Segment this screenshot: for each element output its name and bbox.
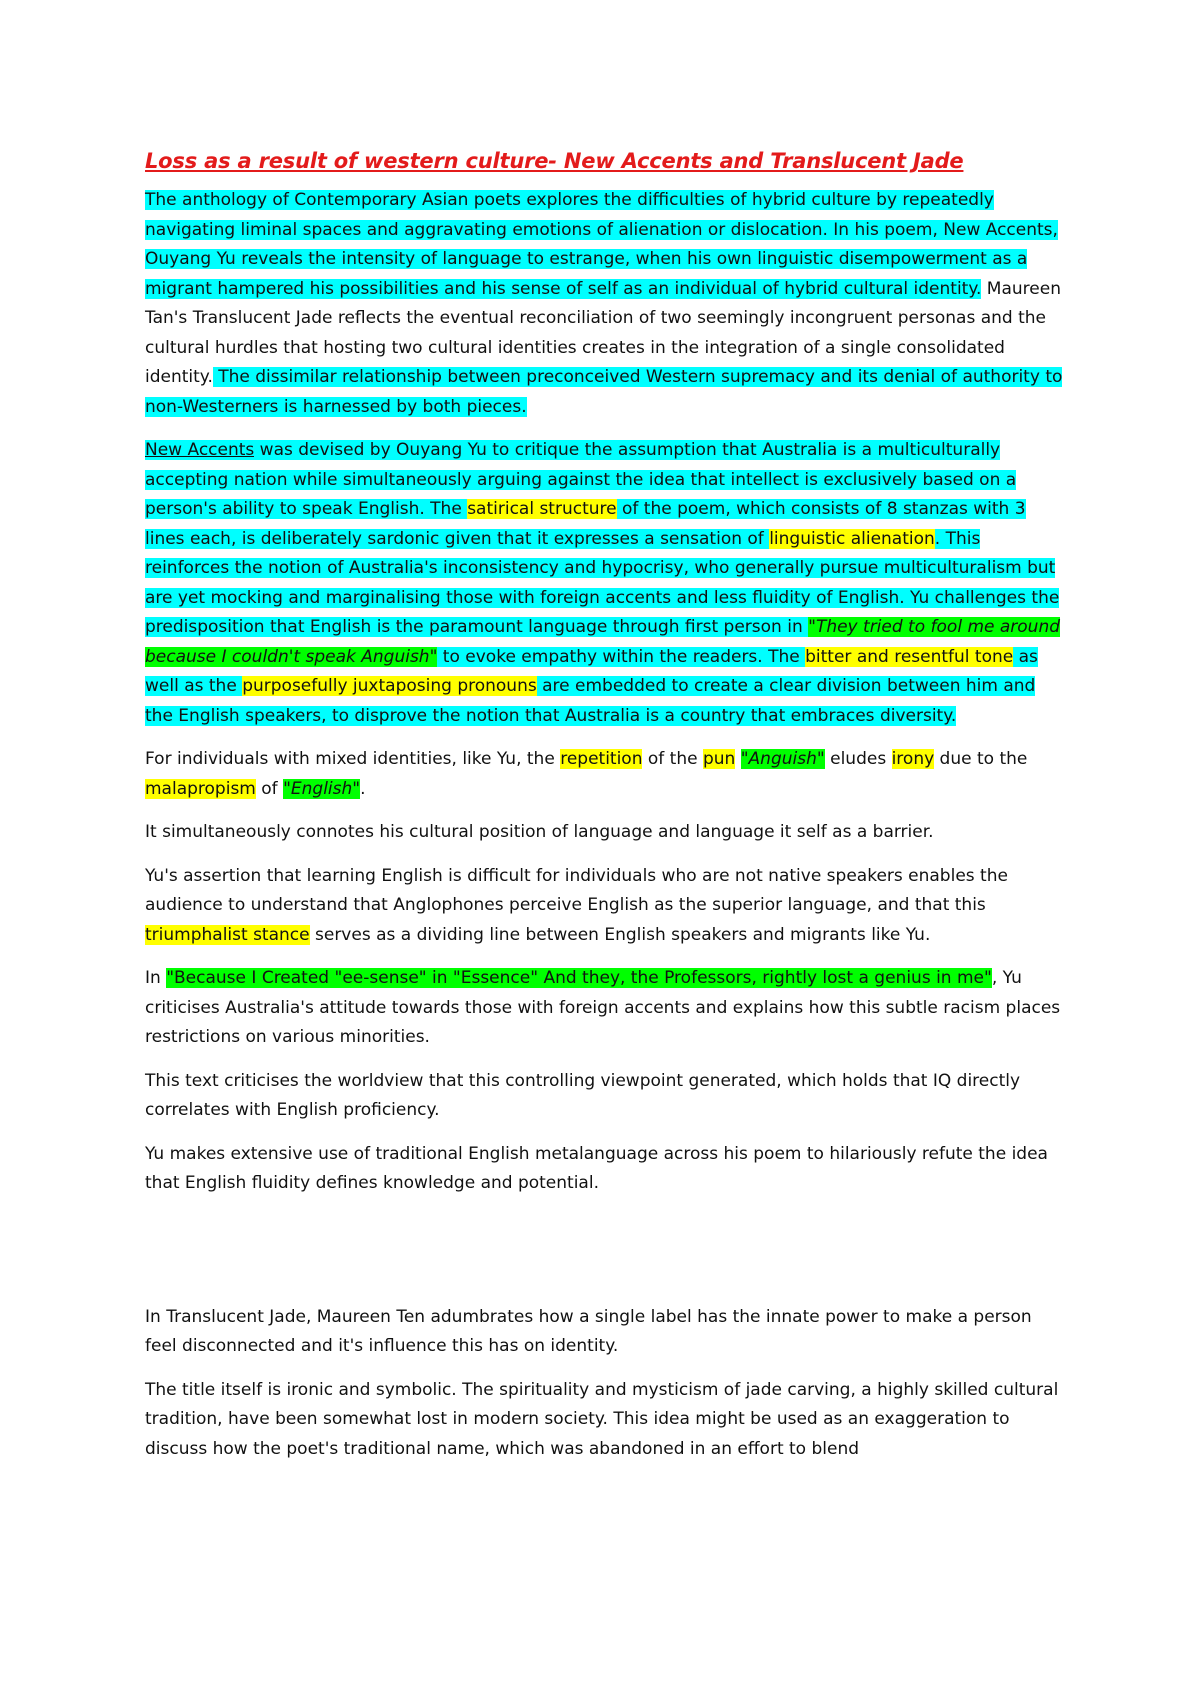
highlight-yellow: triumphalist stance [145, 924, 310, 945]
paragraph-because-i-created [145, 964, 1065, 1053]
highlight-cyan: Yu challenges the predisposition that English is the paramount language through first person in [145, 587, 1060, 637]
highlight-cyan: to evoke empathy within the readers. The [437, 646, 806, 667]
paragraph-new-accents [145, 436, 1065, 731]
plain-text: This text criticises the worldview that this controlling viewpoint generated, which holds that IQ directly correlates with English proficiency. [145, 1070, 1021, 1120]
plain-text: due to the [934, 749, 1028, 769]
document-body [145, 146, 1065, 1478]
plain-text: of the [642, 749, 703, 769]
highlight-yellow: malapropism [145, 778, 256, 799]
highlight-green-quote: "Anguish" [740, 749, 825, 769]
highlight-green-quote: "They tried to fool me around because I couldn't speak Anguish" [145, 617, 1061, 667]
highlight-cyan-underlined: New Accents [145, 440, 255, 460]
highlight-cyan: . This reinforces the notion of Australia's inconsistency and hypocrisy, who generally pursue multiculturalism but are yet mocking and marginalising those with foreign accents and less fluidity of English. [145, 528, 1056, 608]
highlight-cyan: The dissimilar relationship between preconceived Western supremacy and its denial of authority to non-Westerners is harnessed by both pieces. [145, 367, 1063, 417]
highlight-yellow: purposefully juxtaposing pronouns [242, 676, 537, 696]
highlight-cyan: was devised by Ouyang Yu to critique the assumption that Australia is a multiculturally accepting nation while simultaneously arguing against the idea that intellect is exclusively based on a person's ability to speak English. [145, 440, 1017, 519]
paragraph-title-ironic [145, 1376, 1065, 1465]
document-title: Loss as a result of western culture- New Accents and Translucent Jade [145, 149, 964, 173]
paragraph-worldview [145, 1067, 1065, 1126]
paragraph-translucent-jade [145, 1303, 1065, 1362]
blank-space [145, 1213, 1065, 1303]
plain-text: , Yu criticises Australia's attitude towards those with foreign accents and explains how this subtle racism places restrictions on various minorities. [145, 968, 1061, 1047]
paragraph-metalanguage [145, 1140, 1065, 1199]
plain-text: of [255, 778, 284, 799]
highlight-yellow: linguistic alienation [769, 528, 935, 549]
highlight-yellow: repetition [560, 749, 643, 769]
plain-text: Yu makes extensive use of traditional English metalanguage across his poem to hilariously refute the idea that English fluidity defines knowledge and potential. [145, 1143, 1048, 1193]
paragraph-mixed-identities [145, 745, 1065, 804]
plain-text: Maureen Tan's Translucent Jade reflects the eventual reconciliation of two seemingly incongruent personas and the cultural hurdles that hosting two cultural identities creates in the integration of a single consolidated identity. [145, 278, 1061, 387]
paragraph-intro [145, 186, 1065, 422]
plain-text: For individuals with mixed identities, like Yu, the [145, 749, 561, 769]
highlight-green-quote: "Because I Created "ee-sense" in "Essence" And they, the Professors, rightly lost a genius in me" [166, 968, 992, 988]
plain-text: serves as a dividing line between English speakers and migrants like Yu. [309, 924, 931, 945]
highlight-yellow: pun [702, 749, 736, 769]
paragraph-barrier [145, 818, 1065, 848]
plain-text: . [360, 778, 366, 799]
highlight-cyan: of the poem, which consists of 8 stanzas with 3 lines each, is deliberately sardonic given that it expresses a sensation of [145, 499, 1026, 549]
highlight-cyan: as well as the [145, 646, 1038, 696]
highlight-yellow: bitter and resentful tone [805, 646, 1014, 667]
highlight-cyan: In his poem, New Accents, Ouyang Yu reveals the intensity of language to estrange, when his own linguistic disempowerment as a migrant hampered his possibilities and his sense of self as an individual of hybrid cultural identity. [145, 219, 1058, 299]
plain-text: eludes [824, 749, 892, 769]
plain-text: It simultaneously connotes his cultural position of language and language it self as a barrier. [145, 822, 934, 842]
highlight-cyan: The [424, 499, 468, 519]
plain-text: In [145, 968, 167, 988]
highlight-yellow: irony [891, 749, 935, 769]
highlight-yellow: satirical structure [467, 499, 617, 519]
highlight-cyan: The anthology of Contemporary Asian poets explores the difficulties of hybrid culture by repeatedly navigating liminal spaces and aggravating emotions of alienation or dislocation. [145, 190, 994, 240]
paragraph-assertion [145, 862, 1065, 951]
highlight-cyan: are embedded to create a clear division between him and the English speakers, to disprove the notion that Australia is a country that embraces diversity. [145, 676, 1036, 726]
plain-text: Yu's assertion that learning English is difficult for individuals who are not native speakers enables the audience to understand that Anglophones perceive English as the superior language, and that this [145, 865, 1008, 915]
plain-text [735, 749, 740, 769]
plain-text: In Translucent Jade, Maureen Ten adumbrates how a single label has the innate power to make a person feel disconnected and it's influence this has on identity. [145, 1306, 1032, 1356]
plain-text: The title itself is ironic and symbolic. The spirituality and mysticism of jade carving, a highly skilled cultural tradition, have been somewhat lost in modern society. This idea might be used as an exaggeration to discuss how the poet's traditional name, which was abandoned in an effort to blend [145, 1379, 1059, 1459]
highlight-green-quote: "English" [283, 778, 361, 799]
